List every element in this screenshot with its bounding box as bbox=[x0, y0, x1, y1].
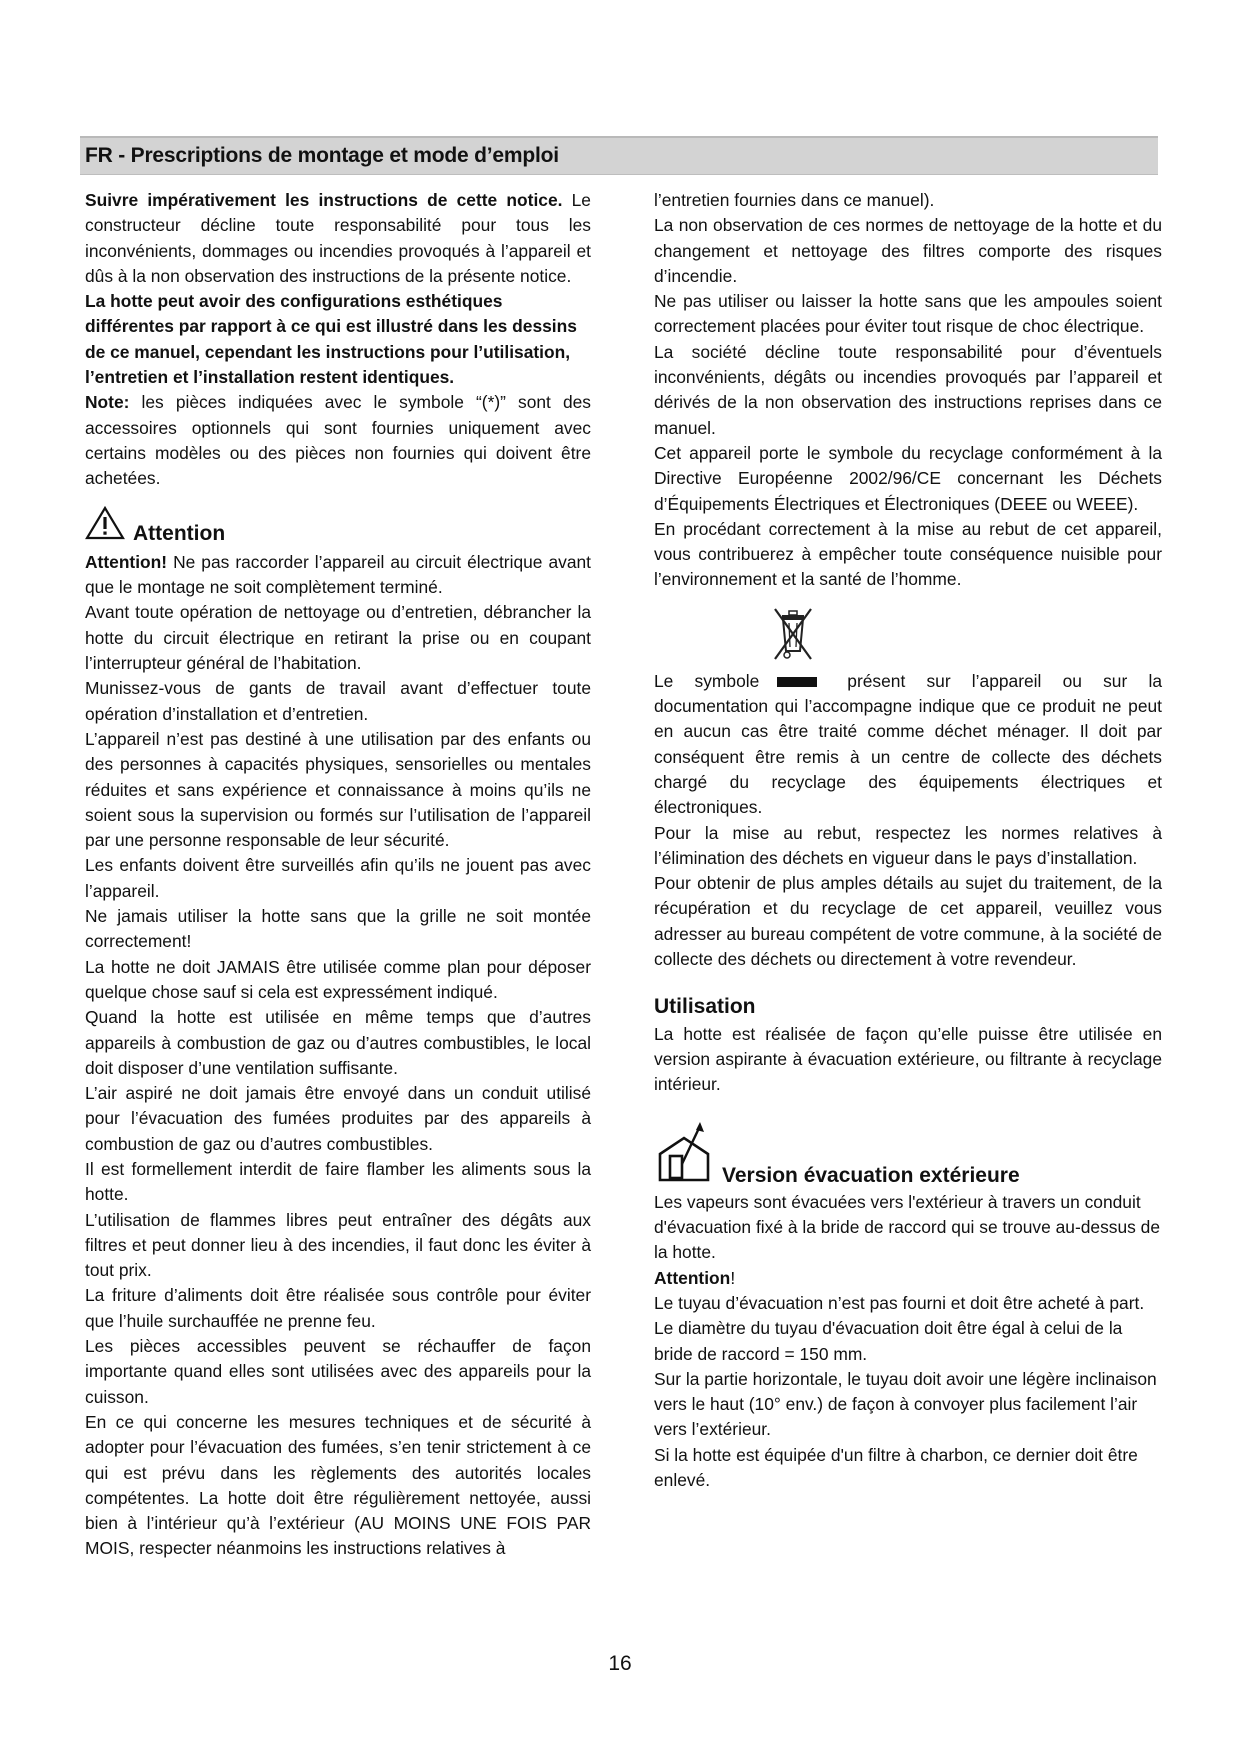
version-detail: Le tuyau d’évacuation n’est pas fourni et doit être acheté à part. bbox=[654, 1292, 1145, 1313]
maintenance-paragraph: La non observation de ces normes de nettoyage de la hotte et du changement et nettoyage des filtres comporte des risques d’incendie. bbox=[654, 215, 1162, 286]
config-notice: La hotte peut avoir des configurations esthétiques différentes par rapport à ce qui est illustré dans les dessins de ce manuel, cependant les instructions pour l’utilisation, l’entretien et l’installation restent identiques. bbox=[85, 291, 577, 388]
note-label: Note: bbox=[85, 392, 130, 413]
safety-paragraph: Ne jamais utiliser la hotte sans que la grille ne soit montée correctement! bbox=[85, 906, 591, 952]
warning-icon bbox=[85, 506, 125, 546]
maintenance-paragraph: Ne pas utiliser ou laisser la hotte sans que les ampoules soient correctement placées pour éviter tout risque de choc électrique. bbox=[654, 291, 1162, 337]
safety-paragraph: Les pièces accessibles peuvent se réchauffer de façon importante quand elles sont utilisées avec des appareils pour la cuisson. bbox=[85, 1336, 591, 1407]
section-header bbox=[80, 136, 1158, 175]
version-attention-mark: ! bbox=[730, 1267, 736, 1288]
safety-paragraph: Munissez-vous de gants de travail avant d’effectuer toute opération d’installation et d’entretien. bbox=[85, 678, 591, 724]
recycling-paragraph: En procédant correctement à la mise au rebut de cet appareil, vous contribuerez à empêcher toute conséquence nuisible pour l’environnement et la santé de l’homme. bbox=[654, 518, 1162, 590]
version-attention-label: Attention bbox=[654, 1267, 731, 1288]
note-paragraph bbox=[85, 390, 591, 491]
disposal-paragraph: Pour obtenir de plus amples détails au sujet du traitement, de la récupération et du recyclage de cet appareil, veuillez vous adresser au bureau compétent de votre commune, à la société de collecte des déchets ou directement à votre revendeur. bbox=[654, 873, 1162, 970]
version-detail: Si la hotte est équipée d'un filtre à charbon, ce dernier doit être enlevé. bbox=[654, 1444, 1138, 1491]
weee-symbol bbox=[654, 605, 1162, 669]
symbol-after: présent sur l’appareil ou sur la documentation qui l’accompagne indique que ce produit ne peut en aucun cas être traité comme déchet ménager. Il doit par conséquent être remis à un centre de collecte des déchets chargé du recyclage des équipements électriques et électroniques. bbox=[654, 670, 1162, 818]
safety-paragraph: Quand la hotte est utilisée en même temps que d’autres appareils à combustion de gaz ou d’autres combustibles, le local doit disposer d’une ventilation suffisante. bbox=[85, 1007, 591, 1078]
safety-paragraph: En ce qui concerne les mesures techniques et de sécurité à adopter pour l’évacuation des fumées, s’en tenir strictement à ce qui est prévu dans les règlements des autorités locales compétentes. La hotte doit être régulièrement nettoyée, aussi bien à l’intérieur qu’à l’extérieur (AU MOINS UNE FOIS PAR MOIS, respecter néanmoins les instructions relatives à bbox=[85, 1411, 591, 1559]
intro-text: Le constructeur décline toute responsabilité pour tous les inconvénients, dommages ou incendies provoqués à l’appareil et dûs à la non observation des instructions de la présente notice. bbox=[85, 190, 591, 286]
version-paragraph: Les vapeurs sont évacuées vers l'extérieur à travers un conduit d'évacuation fixé à la bride de raccord qui se trouve au-dessus de la hotte. bbox=[654, 1191, 1161, 1263]
maintenance-paragraph: La société décline toute responsabilité pour d’éventuels inconvénients, dégâts ou incendies provoqués par l’appareil et dérivés de la non observation des instructions reprises dans ce manuel. bbox=[654, 341, 1162, 438]
intro-bold: Suivre impérativement les instructions de cette notice. bbox=[85, 190, 563, 210]
attention-title: Attention bbox=[133, 521, 226, 545]
attention-label: Attention! bbox=[85, 551, 168, 572]
utilisation-paragraph: La hotte est réalisée de façon qu’elle puisse être utilisée en version aspirante à évacuation extérieure, ou filtrante à recyclage intérieur. bbox=[654, 1023, 1162, 1095]
recycling-paragraph: Cet appareil porte le symbole du recyclage conformément à la Directive Européenne 2002/96/CE concernant les Déchets d’Équipements Électriques et Électroniques (DEEE ou WEEE). bbox=[654, 442, 1162, 514]
page-title: FR - Prescriptions de montage et mode d’emploi bbox=[85, 144, 559, 167]
version-detail: Le diamètre du tuyau d'évacuation doit être égal à celui de la bride de raccord = 150 mm. bbox=[654, 1318, 1123, 1364]
external-vent-icon bbox=[654, 1120, 716, 1188]
version-heading bbox=[654, 1120, 1162, 1188]
left-column bbox=[85, 188, 591, 1562]
safety-paragraph: L’appareil n’est pas destiné à une utilisation par des enfants ou des personnes à capacités physiques, sensorielles ou mentales réduites et sans expérience et connaissance à moins qu’ils ne soient sous la supervision ou formés sur l’utilisation de l’appareil par une personne responsable de leur sécurité. bbox=[85, 728, 591, 851]
attention-paragraph bbox=[85, 550, 591, 601]
attention-text: Ne pas raccorder l’appareil au circuit électrique avant que le montage ne soit complètement terminé. bbox=[85, 551, 591, 598]
right-column bbox=[654, 188, 1162, 1493]
safety-paragraph: La friture d’aliments doit être réalisée sous contrôle pour éviter que l’huile surchauffée ne prenne feu. bbox=[85, 1285, 591, 1331]
weee-bar-icon bbox=[777, 677, 817, 687]
page-number: 16 bbox=[608, 1652, 632, 1675]
symbol-paragraph bbox=[654, 669, 1162, 821]
maintenance-paragraph: l’entretien fournies dans ce manuel). bbox=[654, 190, 935, 210]
safety-paragraph: Les enfants doivent être surveillés afin qu’ils ne jouent pas avec l’appareil. bbox=[85, 855, 591, 901]
symbol-before: Le symbole bbox=[654, 670, 760, 691]
safety-paragraph: Avant toute opération de nettoyage ou d’entretien, débrancher la hotte du circuit électrique en retirant la prise ou en coupant l’interrupteur général de l’habitation. bbox=[85, 602, 591, 674]
intro-paragraph bbox=[85, 188, 591, 289]
safety-paragraph: Il est formellement interdit de faire flamber les aliments sous la hotte. bbox=[85, 1158, 591, 1205]
attention-heading bbox=[85, 506, 591, 546]
safety-paragraph: L’air aspiré ne doit jamais être envoyé dans un conduit utilisé pour l’évacuation des fumées produites par des appareils à combustion de gaz ou d’autres combustibles. bbox=[85, 1083, 591, 1154]
version-attention bbox=[654, 1266, 1162, 1291]
safety-paragraph: L’utilisation de flammes libres peut entraîner des dégâts aux filtres et peut donner lieu à des incendies, il faut donc les éviter à tout prix. bbox=[85, 1209, 591, 1281]
note-text: les pièces indiquées avec le symbole “(*)” sont des accessoires optionnels qui sont fournies uniquement avec certains modèles ou des pièces non fournies qui doivent être achetées. bbox=[85, 392, 591, 489]
safety-paragraph: La hotte ne doit JAMAIS être utilisée comme plan pour déposer quelque chose sauf si cela est expressément indiqué. bbox=[85, 956, 591, 1002]
utilisation-heading: Utilisation bbox=[654, 995, 756, 1019]
version-detail: Sur la partie horizontale, le tuyau doit avoir une légère inclinaison vers le haut (10° env.) de façon à convoyer plus facilement l’air vers l’extérieur. bbox=[654, 1368, 1157, 1440]
crossed-bin-icon bbox=[772, 605, 814, 663]
disposal-paragraph: Pour la mise au rebut, respectez les normes relatives à l’élimination des déchets en vigueur dans le pays d’installation. bbox=[654, 822, 1162, 868]
version-title: Version évacuation extérieure bbox=[722, 1163, 1020, 1187]
